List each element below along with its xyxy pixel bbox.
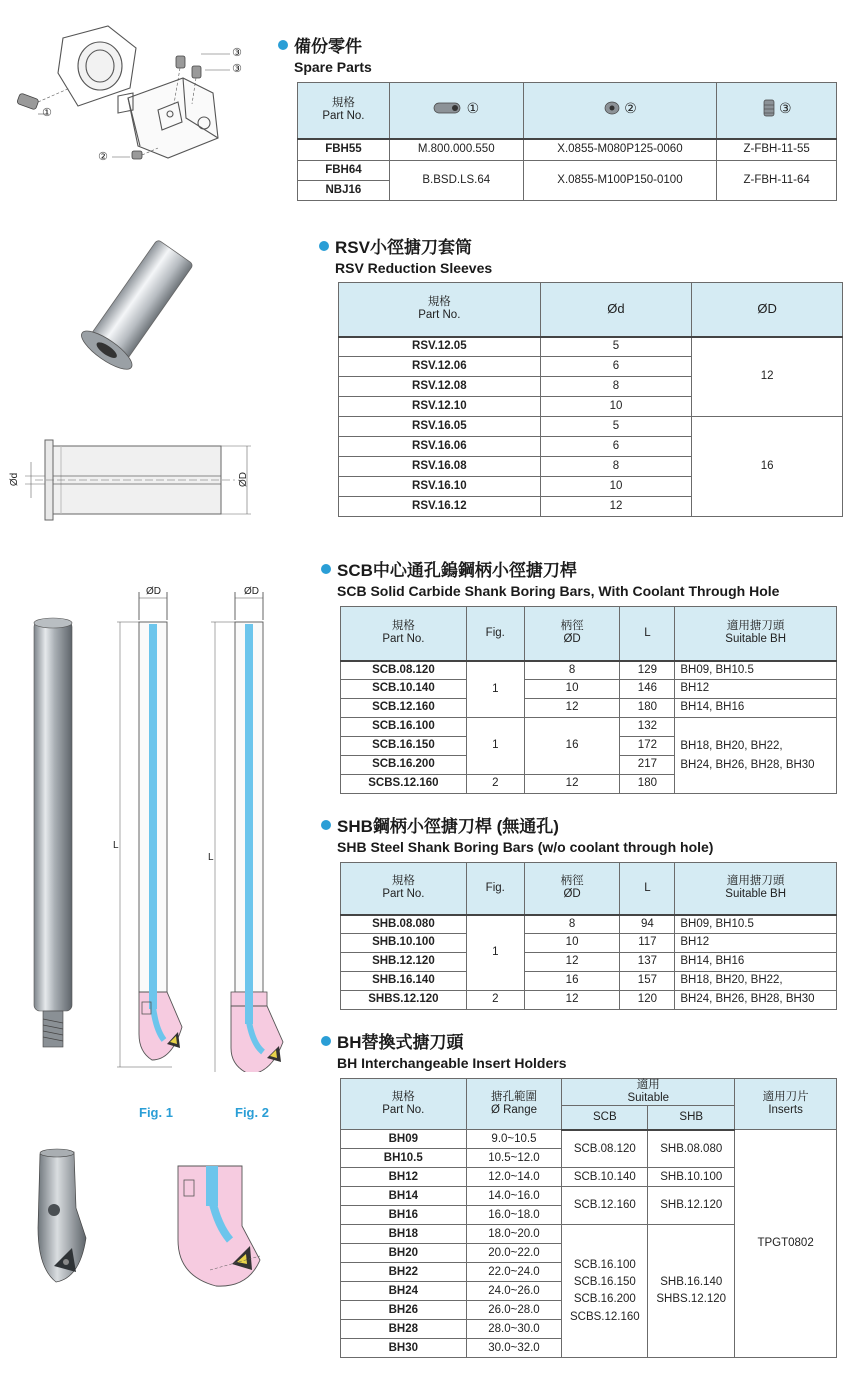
col-shank-d: 柄徑 ØD (524, 863, 620, 915)
table-row: BH26 26.0~28.0 (341, 1301, 837, 1320)
table-row: SCB.16.100 1 16 132 BH18, BH20, BH22, BH24, BH26, BH28, BH30 (341, 718, 837, 737)
table-row: RSV.16.12 12 (339, 497, 843, 517)
col-part-no: 規格 Part No. (341, 863, 467, 915)
rsv-sleeve-image (55, 240, 215, 390)
rsv-dim-d-label: Ød (9, 472, 21, 487)
shb-title-zh: SHB鋼柄小徑搪刀桿 (無通孔) (337, 817, 559, 836)
fig1-dim-D: ØD (146, 586, 161, 597)
scb-table (340, 606, 837, 794)
set-screw-icon (433, 100, 463, 120)
table-row: SCB.16.200 217 (341, 756, 837, 775)
fig1-label: Fig. 1 (139, 1105, 173, 1120)
col-part-no: 規格 Part No. (298, 83, 390, 139)
scb-title-en: SCB Solid Carbide Shank Boring Bars, With Coolant Through Hole (337, 583, 780, 599)
fig2-drawing (205, 582, 295, 1072)
bh-holder-image (28, 1148, 98, 1288)
table-row: BH12 12.0~14.0 SCB.10.140 SHB.10.100 (341, 1168, 837, 1187)
table-row: RSV.16.10 10 (339, 477, 843, 497)
table-row: BH18 18.0~20.0 SCB.16.100 SCB.16.150 SCB.16.200 SCBS.12.160 SHB.16.140 SHBS.12.120 (341, 1225, 837, 1244)
spare-parts-heading (278, 32, 372, 75)
table-row: BH24 24.0~26.0 (341, 1282, 837, 1301)
rsv-title-en: RSV Reduction Sleeves (335, 260, 493, 276)
bh-heading (321, 1028, 567, 1071)
col-part-1: ① (389, 83, 523, 139)
table-row: SHB.08.080 1 8 94 BH09, BH10.5 (341, 915, 837, 934)
table-row: SHBS.12.120 2 12 120 BH24, BH26, BH28, BH30 (341, 991, 837, 1010)
bullet-dot (321, 820, 331, 830)
hex-screw-icon (762, 99, 776, 121)
shb-table (340, 862, 837, 1010)
table-row: SHB.10.100 10 117 BH12 (341, 934, 837, 953)
col-suitable: 適用 Suitable (562, 1079, 735, 1106)
table-row: BH28 28.0~30.0 (341, 1320, 837, 1339)
col-shank-d: 柄徑 ØD (524, 607, 620, 661)
col-D: ØD (692, 283, 843, 337)
table-row: RSV.12.08 8 (339, 377, 843, 397)
callout-3a: ③ (232, 47, 242, 59)
table-row: NBJ16 (298, 181, 837, 201)
table-row: SHB.12.120 12 137 BH14, BH16 (341, 953, 837, 972)
table-row: BH14 14.0~16.0 SCB.12.160 SHB.12.120 (341, 1187, 837, 1206)
col-length: L (620, 863, 675, 915)
grub-screw-icon (603, 100, 621, 120)
col-part-3: ③ (717, 83, 837, 139)
scb-heading (321, 556, 779, 599)
table-row: BH10.5 10.5~12.0 (341, 1149, 837, 1168)
rsv-dim-D-label: ØD (238, 472, 249, 487)
rsv-dimension-drawing (5, 432, 265, 532)
col-fig: Fig. (466, 863, 524, 915)
col-fig: Fig. (466, 607, 524, 661)
table-row: SCB.08.120 1 8 129 BH09, BH10.5 (341, 661, 837, 680)
table-row: RSV.16.06 6 (339, 437, 843, 457)
table-row: SCBS.12.160 2 12 180 (341, 775, 837, 794)
rsv-title-zh: RSV小徑搪刀套筒 (335, 238, 472, 257)
col-part-no: 規格 Part No. (341, 607, 467, 661)
fig2-dim-L: L (208, 852, 214, 863)
bullet-dot (321, 1036, 331, 1046)
col-d: Ød (540, 283, 692, 337)
bullet-dot (321, 564, 331, 574)
col-range: 搪孔範圍 Ø Range (466, 1079, 562, 1130)
col-part-2: ② (523, 83, 717, 139)
table-row: BH20 20.0~22.0 (341, 1244, 837, 1263)
bh-title-zh: BH替換式搪刀頭 (337, 1033, 464, 1052)
table-row: RSV.16.05 5 16 (339, 417, 843, 437)
table-row: RSV.12.06 6 (339, 357, 843, 377)
table-row: RSV.12.10 10 (339, 397, 843, 417)
col-suitable-bh: 適用搪刀頭 Suitable BH (675, 607, 837, 661)
spare-parts-table (297, 82, 837, 201)
bh-title-en: BH Interchangeable Insert Holders (337, 1055, 567, 1071)
col-inserts: 適用刀片 Inserts (735, 1079, 837, 1130)
bh-table (340, 1078, 837, 1358)
rsv-table (338, 282, 843, 517)
table-row: SCB.16.150 172 (341, 737, 837, 756)
table-row: SHB.16.140 16 157 BH18, BH20, BH22, (341, 972, 837, 991)
table-row: BH30 30.0~32.0 (341, 1339, 837, 1358)
fig2-label: Fig. 2 (235, 1105, 269, 1120)
table-row: SCB.10.140 10 146 BH12 (341, 680, 837, 699)
spare-parts-title-zh: 備份零件 (294, 37, 362, 56)
fig1-dim-L: L (113, 840, 119, 851)
bh-head-drawing (170, 1160, 270, 1290)
callout-3b: ③ (232, 63, 242, 75)
table-row: RSV.16.08 8 (339, 457, 843, 477)
table-row: SCB.12.160 12 180 BH14, BH16 (341, 699, 837, 718)
col-part-no: 規格 Part No. (341, 1079, 467, 1130)
table-row: RSV.12.05 5 12 (339, 337, 843, 357)
col-part-no: 規格 Part No. (339, 283, 541, 337)
spare-parts-title-en: Spare Parts (294, 59, 372, 75)
col-suitable-bh: 適用搪刀頭 Suitable BH (675, 863, 837, 915)
rsv-heading (319, 233, 492, 276)
spare-parts-exploded-drawing (8, 18, 270, 176)
callout-2: ② (98, 151, 108, 163)
table-row: FBH55 M.800.000.550 X.0855-M080P125-0060 Z-FBH-11-55 (298, 139, 837, 161)
table-row: FBH64 B.BSD.LS.64 X.0855-M100P150-0100 Z-FBH-11-64 (298, 161, 837, 181)
bullet-dot (319, 241, 329, 251)
callout-1: ① (42, 107, 52, 119)
boring-bar-image (28, 615, 78, 1060)
table-row: BH09 9.0~10.5 SCB.08.120 SHB.08.080 TPGT0802 (341, 1130, 837, 1149)
col-shb: SHB (648, 1106, 735, 1130)
bullet-dot (278, 40, 288, 50)
table-row: BH16 16.0~18.0 (341, 1206, 837, 1225)
col-scb: SCB (562, 1106, 648, 1130)
shb-title-en: SHB Steel Shank Boring Bars (w/o coolant through hole) (337, 839, 714, 855)
fig2-dim-D: ØD (244, 586, 259, 597)
table-row: BH22 22.0~24.0 (341, 1263, 837, 1282)
col-length: L (620, 607, 675, 661)
scb-title-zh: SCB中心通孔鎢鋼柄小徑搪刀桿 (337, 561, 577, 580)
fig1-drawing (112, 582, 202, 1072)
shb-heading (321, 812, 713, 855)
